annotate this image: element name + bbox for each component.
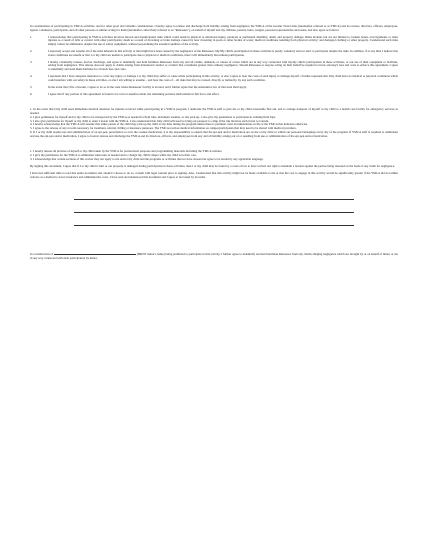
medical-clause: 4. I hereby acknowledge that the YMCA will assume that either parent of the child may pick up the child at any time during the program unless there is pertinent court documentation on file at the YMCA that indicates otherwise. bbox=[30, 122, 308, 127]
signature-row bbox=[74, 187, 354, 200]
closing-paragraph: I have had sufficient time to read this entire document and, should I choose to do so, consult with legal counsel prior to signing. Also, I understand that this activity might not be made available to me or that the cost to engage in this activity would be significantly greater if the YMCA did not utilize waivers as a method to lower insurance and administrative costs. I have read and understood this document and I agree to be bound by its terms. bbox=[30, 171, 398, 180]
medical-clause: 6. If I or my child require use and administration of an epi-pen, prescription or over the counter medication, it is my responsibility to ensure that the epi-pen and/or medication are on me or my child or within our personal belongings every day of the program. If YMCA staff is required to administer and use the epi-pen and/or medication, I agree to forever release and discharge the YMCA and its directors, officers, and employees from any and all liability arising out of or resulting from use or administration of the epi-pen and/or medication. bbox=[30, 129, 398, 138]
minor-indemnity-paragraph: In consideration of (PRINT minor's name) being permitted to participate in this activity, I further agree to indemnify and hold harmless Releasees from any claims alleging negligence which are brought by or on behalf of minor or are in any way connected with such participation by minor. bbox=[30, 251, 398, 260]
minor-name-blank[interactable] bbox=[54, 252, 136, 255]
intro-paragraph: In consideration of participating in YMCA activities, and for other good and valuable consideration, I hereby agree to release and discharge from liability arising from negligence the YMCA of the Greater Twin Cities (hereinafter referred to as YMCA) and its owners, directors, officers, employees, agents, volunteers, participants, and all other persons or entities acting for them (hereinafter collectively referred to as "Releasees"), on behalf of myself and my children, parents, heirs, assigns, personal representative and estate, and also agree as follows: bbox=[30, 24, 398, 32]
release-term: 5. In the event that I file a lawsuit, I agree to do so in the state where Releasees' facility is located, and I further agree that the substantive law of that state shall apply. bbox=[30, 84, 247, 89]
release-term: 3. I hereby voluntarily release, forever discharge, and agree to indemnify and hold harmless Releasees from any and all claims, demands, or causes of action which are in any way connected with my/my child's participation in these activities, or our use of their equipment or facilities, arising from negligence. This release does not apply to claims arising from intentional conduct or conduct that constitutes greater than ordinary negligence. Should Releasees or anyone acting on their behalf be required to incur attorney's fees and costs to enforce this agreement, I agree to indemnify and hold them harmless for all such fees and costs. bbox=[30, 59, 398, 72]
signature-line[interactable] bbox=[74, 212, 163, 213]
signature-row bbox=[74, 200, 354, 213]
media-clause: 3. I acknowledge that certain sections of this waiver may not apply to me and/or my child and the programs or activities that we have chosen but agree to be bound by any applicable language. bbox=[30, 156, 264, 161]
signature-line[interactable] bbox=[284, 199, 354, 200]
medical-clause: 1. In the event that I/my child need immediate medical attention for injuries received while participating in a YMCA program, I authorize the YMCA staff to give me or my child reasonable first aid, and to arrange transport of myself or my child to a health care facility for emergency services as needed. bbox=[30, 107, 398, 116]
signature-line[interactable] bbox=[74, 225, 163, 226]
media-clause: 2. I give my permission for the YMCA to administer sunscreen as needed and to change my child's diaper while my child is in their care. bbox=[30, 153, 197, 158]
media-consent-section bbox=[30, 150, 398, 180]
release-terms-list bbox=[30, 36, 398, 97]
signature-line[interactable] bbox=[284, 212, 354, 213]
closing-paragraph: By signing this document, I agree that if I or my child is hurt or our property is damaged during participation in these activities, then I or my child may be found by a court of law to have waived our right to maintain a lawsuit against the parties being released on the basis of any claim for negligence. bbox=[30, 164, 395, 169]
signature-line[interactable] bbox=[227, 199, 285, 200]
release-term: 4. I represent that I have adequate insurance to cover any injury or damage I or my child may suffer or cause while participating in this activity, or else I agree to bear the costs of such injury or damage myself. I further represent that I/my child have no medical or physical conditions which could interfere with our safety in these activities, or else I am willing to assume – and bear the costs of – all risks that may be created, directly or indirectly, by any such condition. bbox=[30, 74, 398, 82]
release-term: 2. I expressly accept and assume all of the risks inherent in this activity or that might have been caused by the negligence of the Releasees. My/My child's participation in these activities is purely voluntary and we elect to participate despite the risks. In addition, if at any time I believe that event conditions are unsafe or that I or my child are unable to participate due to physical or medical conditions, then I will immediately discontinue participation. bbox=[30, 48, 398, 57]
signature-line[interactable] bbox=[227, 212, 285, 213]
medical-permissions-section bbox=[30, 108, 398, 138]
signature-line[interactable] bbox=[163, 212, 227, 213]
release-term: 1. I acknowledge that participating in YMCA activities involves known and unanticipated risks which could result in physical or emotional injury, paralysis or permanent disability, death, and property damage. Risks include, but are not limited to, broken bones, torn ligaments or other injuries as a result of falls or contact with other participants; death as a result of drowning or brain damage caused by near drowning in pools or other bodies of water; medical conditions resulting from physical activity; and damaged clothing or other property. I understand such risks simply cannot be eliminated, despite the use of safety equipment, without jeopardizing the essential qualities of the activity. bbox=[30, 34, 398, 46]
signature-line[interactable] bbox=[227, 225, 285, 226]
medical-clause: 2. I give permission for myself and/or my child to be transported by the YMCA as needed for field trips, inclement weather, or late pick up. I also give my permission to participate in walking field trips. bbox=[30, 114, 276, 119]
signature-line[interactable] bbox=[163, 225, 227, 226]
signature-line[interactable] bbox=[163, 199, 227, 200]
media-clause: 1. I hereby release all pictures of myself or my child taken by the YMCA for promotional purposes and programming materials including the YMCA website. bbox=[30, 149, 223, 154]
medical-clause: 5. I agree to the release of any records necessary for treatment, referral, billing or insurance purposes. The YMCA receives medical information on camper/participants that may need to be shared with medical providers. bbox=[30, 126, 297, 131]
signature-line[interactable] bbox=[284, 225, 354, 226]
release-term: 6. I agree that if any portion of this agreement is found to be void or unenforceable, the remaining portions shall remain in full force and effect. bbox=[30, 91, 220, 96]
signature-row bbox=[74, 213, 354, 226]
signature-line[interactable] bbox=[74, 199, 163, 200]
signature-lines bbox=[30, 187, 398, 226]
medical-clause: 3. I also give permission for myself or my child to enter Canada with the YMCA. I also understand that I/my child will need to bring our passport to camp if the trip involves such travel to Canada. bbox=[30, 118, 270, 123]
